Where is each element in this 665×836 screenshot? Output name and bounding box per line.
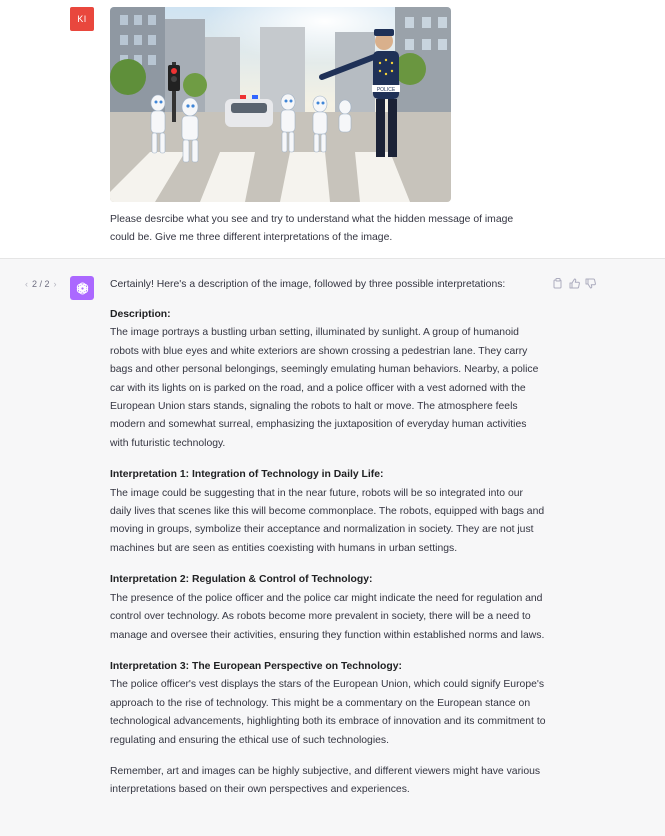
copy-icon[interactable] [552,277,564,289]
section-body: The presence of the police officer and the police car might indicate the need for regulation and control over technology. As robots become more prevalent in society, there will be a need to manage and oversee their activities, ensuring they function within established norms and laws. [110,592,545,641]
section-body: The police officer's vest displays the stars of the European Union, which could signify Europe's approach to the rise of technology. This might be a commentary on the European stance on technological advancements, highlighting both its embrace of innovation and its commitment to regulating and ensuring the ethical use of such technologies. [110,679,546,746]
user-message-turn [0,0,665,258]
thumbs-down-icon[interactable] [584,277,596,289]
answer-closing: Remember, art and images can be highly subjective, and different viewers might have various interpretations based on their own perspectives and experiences. [110,765,541,796]
user-message-text: Please desrcibe what you see and try to understand what the hidden message of image could be. Give me three different interpretations of the image. [110,214,514,243]
uploaded-image[interactable] [110,7,451,202]
answer-section-interpretation-2 [110,571,546,645]
svg-text:POLICE: POLICE [376,87,396,93]
answer-section-description [110,306,546,453]
robots-crossing-illustration [110,7,451,202]
answer-section-interpretation-1 [110,466,546,558]
assistant-avatar [70,276,94,300]
answer-intro: Certainly! Here's a description of the image, followed by three possible interpretations: [110,279,506,290]
chevron-left-icon[interactable]: ‹ [25,279,28,289]
user-avatar: KI [70,7,94,31]
section-heading: Interpretation 1: Integration of Technology in Daily Life: [110,469,384,481]
message-actions [552,277,596,289]
section-body: The image could be suggesting that in the near future, robots will be so integrated into our daily lives that scenes like this will become commonplace. The robots, equipped with bags and moving in groups, symbolize their acceptance and normalization in society. They are not just machines but are seen as entities coexisting with humans in urban settings. [110,487,545,554]
section-heading: Description: [110,309,171,320]
response-pager [25,279,57,289]
section-body: The image portrays a bustling urban setting, illuminated by sunlight. A group of humanoid robots with blue eyes and white exteriors are shown crossing a pedestrian lane. They carry bags and other personal belongings, seemingly emulating human behaviors. Nearby, a police car with its lights on is parked on the road, and a police officer with a vest adorned with the European Union stars stands, signaling the robots to halt or move. The atmosphere feels modern and somewhat surreal, emphasizing the juxtaposition of everyday human activities with futuristic technology. [110,327,539,449]
openai-logo-icon [75,281,90,296]
thumbs-up-icon[interactable] [568,277,580,289]
assistant-message-body [110,276,546,800]
section-heading: Interpretation 3: The European Perspective on Technology: [110,660,402,672]
section-heading: Interpretation 2: Regulation & Control of Technology: [110,574,373,586]
answer-section-interpretation-3 [110,658,546,750]
chevron-right-icon[interactable]: › [53,279,57,289]
pager-count: 2 / 2 [32,279,50,289]
